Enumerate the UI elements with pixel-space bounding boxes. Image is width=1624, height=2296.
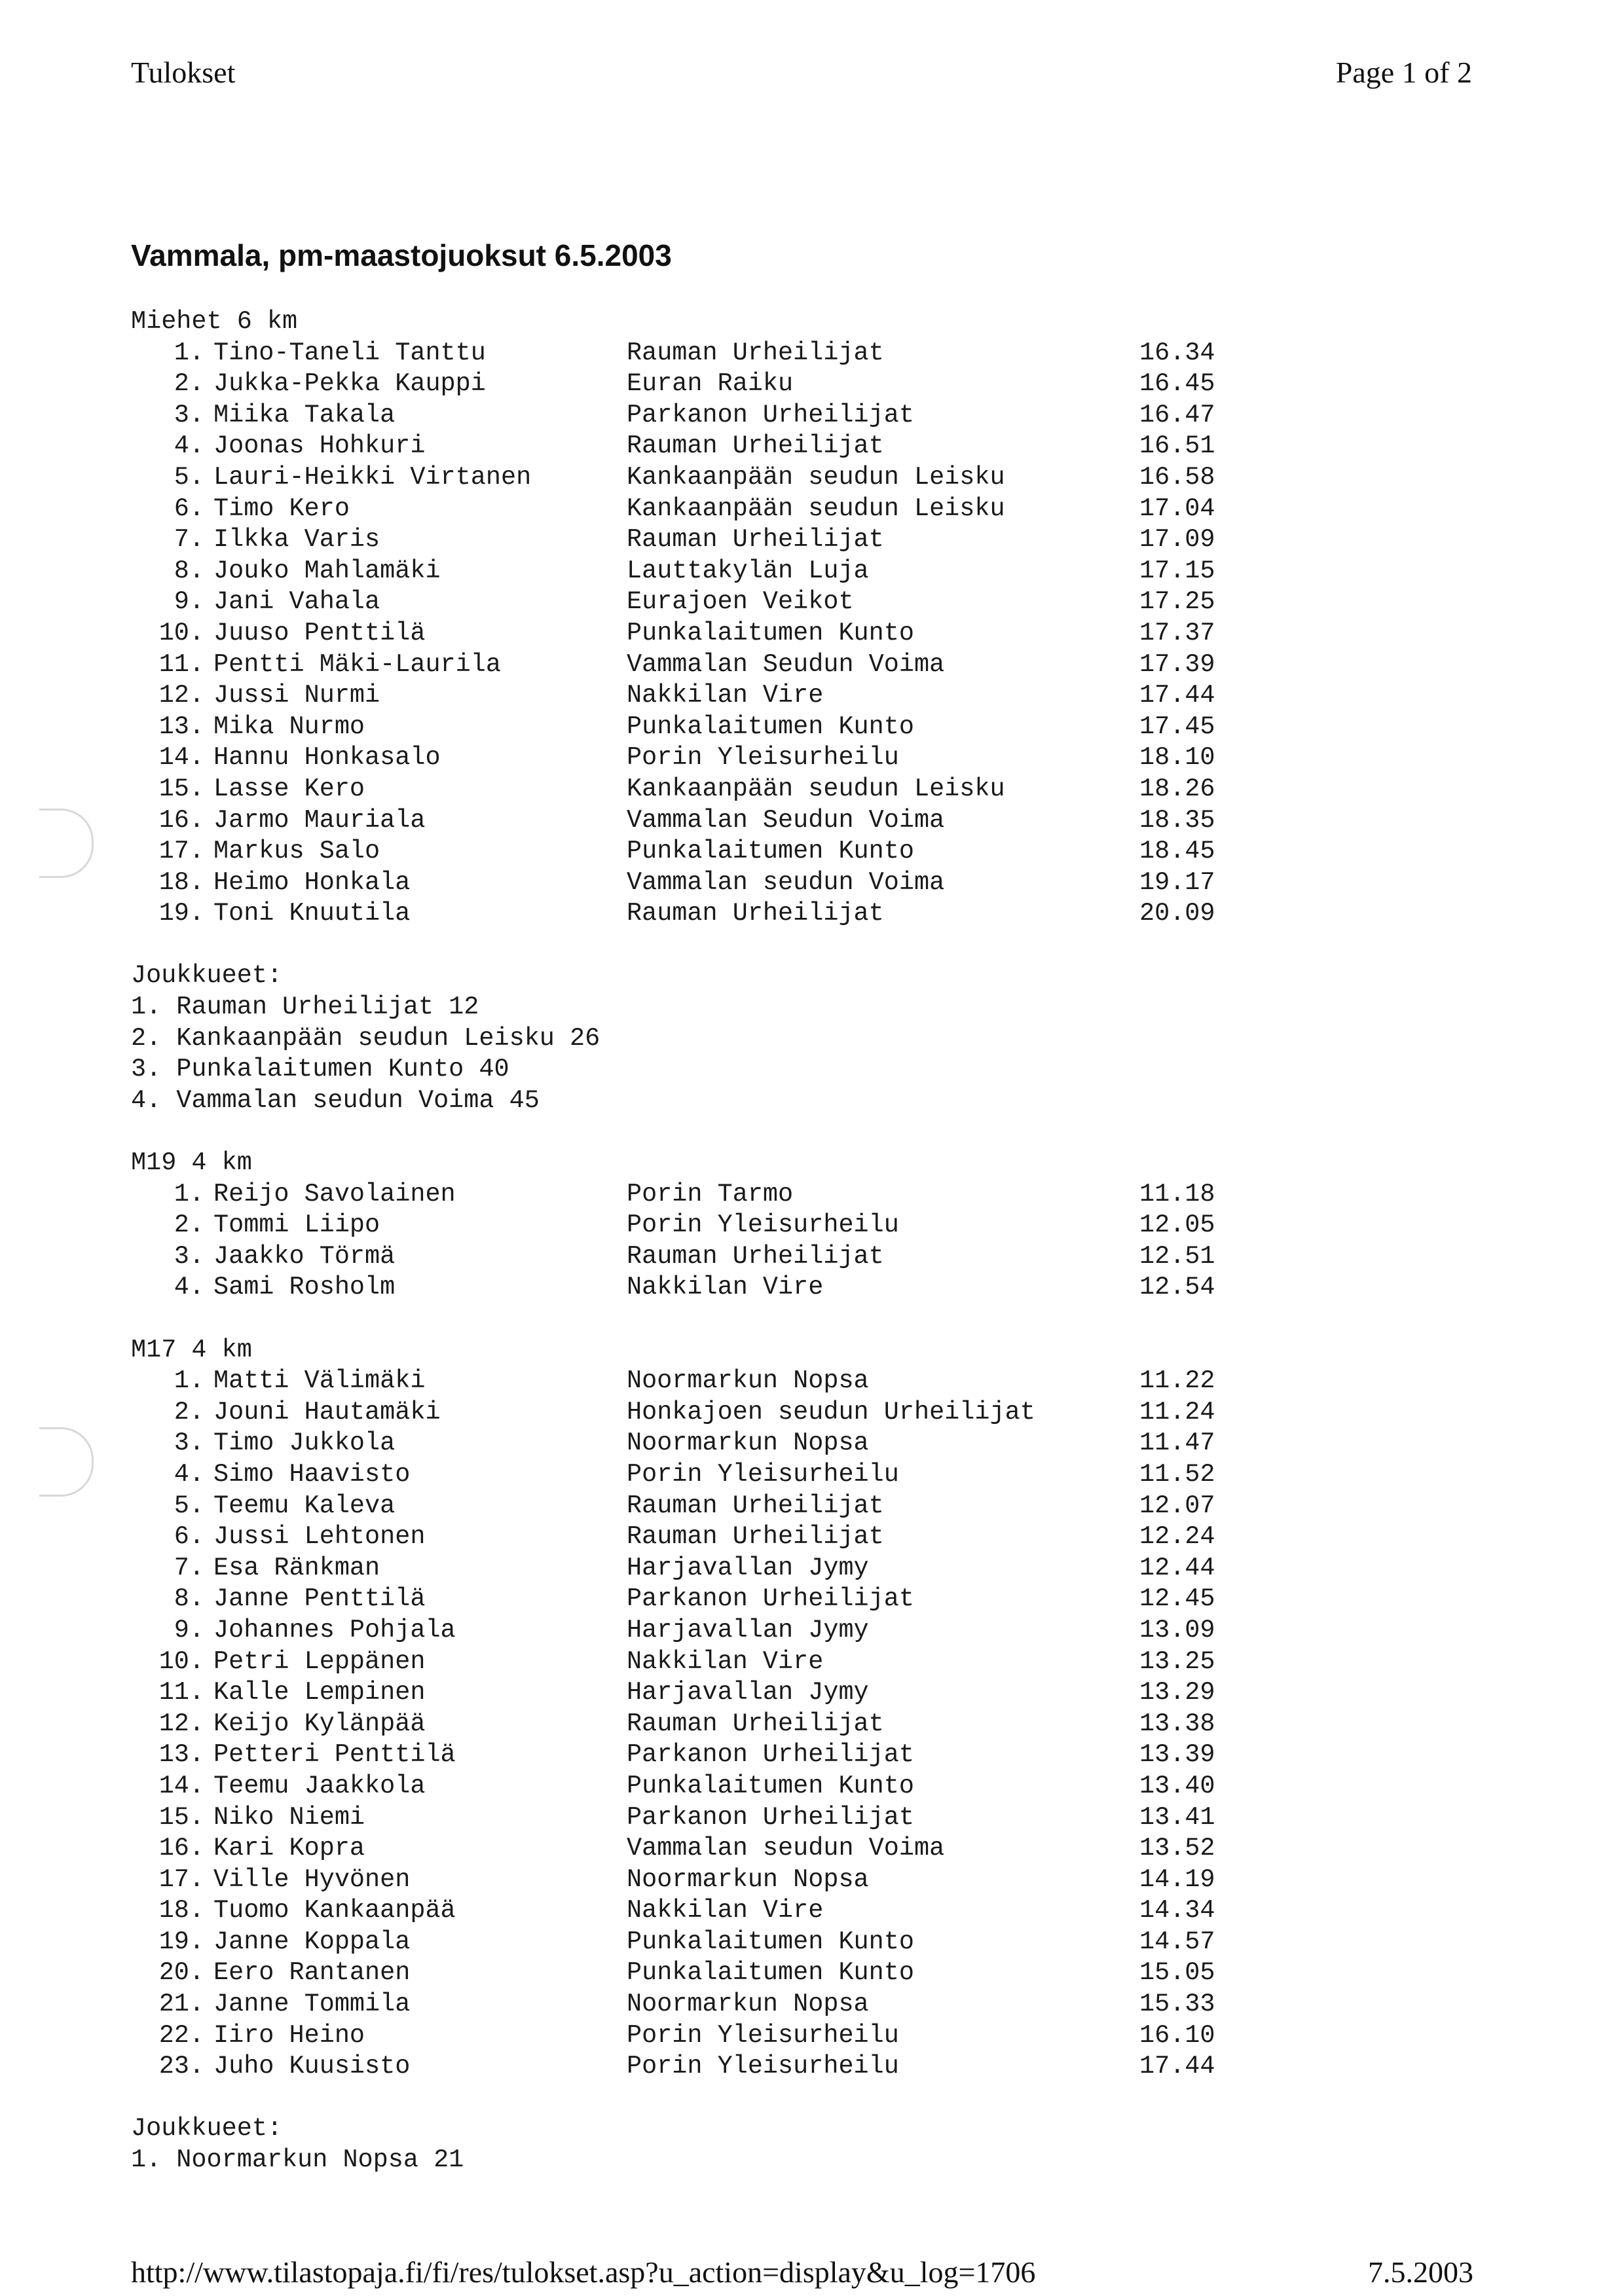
result-row (131, 1553, 1244, 1584)
placing: 14. (158, 1771, 204, 1800)
club-name: Punkalaitumen Kunto (627, 712, 914, 741)
finish-time: 18.10 (1139, 743, 1215, 773)
finish-time: 11.18 (1139, 1179, 1215, 1209)
athlete-name: Janne Koppala (213, 1927, 411, 1956)
club-name: Nakkilan Vire (627, 681, 824, 710)
club-name: Nakkilan Vire (627, 1896, 824, 1925)
athlete-name: Lasse Kero (213, 774, 365, 803)
finish-time: 13.39 (1139, 1740, 1215, 1770)
finish-time: 16.51 (1139, 431, 1215, 461)
club-name: Nakkilan Vire (627, 1647, 824, 1676)
athlete-name: Tommi Liipo (213, 1211, 380, 1240)
teams-heading: Joukkueet: (131, 961, 283, 991)
finish-time: 13.52 (1139, 1834, 1215, 1863)
team-result: 1. Noormarkun Nopsa 21 (131, 2145, 464, 2175)
section-spacer (131, 2083, 1244, 2114)
club-name: Rauman Urheilijat (627, 431, 884, 461)
result-row (131, 742, 1244, 774)
result-row (131, 774, 1244, 805)
placing: 8. (174, 1584, 204, 1614)
result-row (131, 649, 1244, 681)
placing: 6. (174, 1522, 204, 1552)
athlete-name: Teemu Jaakkola (213, 1771, 426, 1800)
placing: 11. (158, 649, 204, 679)
club-name: Noormarkun Nopsa (627, 1429, 869, 1458)
club-name: Punkalaitumen Kunto (627, 837, 914, 866)
finish-time: 16.45 (1139, 369, 1215, 399)
result-row (131, 369, 1244, 400)
finish-time: 12.24 (1139, 1522, 1215, 1552)
athlete-name: Kari Kopra (213, 1834, 365, 1863)
team-result: 1. Rauman Urheilijat 12 (131, 993, 479, 1022)
club-name: Vammalan seudun Voima (627, 867, 945, 897)
athlete-name: Ilkka Varis (213, 525, 380, 555)
athlete-name: Niko Niemi (213, 1802, 365, 1832)
athlete-name: Tino-Taneli Tanttu (213, 338, 486, 367)
club-name: Kankaanpään seudun Leisku (627, 462, 1005, 492)
athlete-name: Jussi Lehtonen (213, 1522, 426, 1552)
club-name: Harjavallan Jymy (627, 1678, 869, 1707)
finish-time: 12.07 (1139, 1491, 1215, 1520)
result-row (131, 338, 1244, 369)
result-row (131, 1771, 1244, 1802)
finish-time: 11.47 (1139, 1429, 1215, 1458)
athlete-name: Juho Kuusisto (213, 2052, 411, 2081)
section-spacer (131, 930, 1244, 961)
club-name: Parkanon Urheilijat (627, 1740, 914, 1770)
athlete-name: Heimo Honkala (213, 867, 411, 897)
placing: 3. (174, 1241, 204, 1271)
athlete-name: Sami Rosholm (213, 1273, 396, 1302)
athlete-name: Janne Penttilä (213, 1584, 426, 1614)
punch-hole-mark (39, 809, 94, 878)
result-row (131, 1895, 1244, 1927)
athlete-name: Iiro Heino (213, 2020, 365, 2050)
finish-time: 11.22 (1139, 1366, 1215, 1396)
athlete-name: Tuomo Kankaanpää (213, 1896, 456, 1925)
athlete-name: Simo Haavisto (213, 1459, 411, 1489)
finish-time: 18.35 (1139, 805, 1215, 835)
finish-time: 12.54 (1139, 1273, 1215, 1302)
athlete-name: Matti Välimäki (213, 1366, 426, 1396)
placing: 4. (174, 431, 204, 461)
club-name: Punkalaitumen Kunto (627, 618, 914, 647)
club-name: Noormarkun Nopsa (627, 1366, 869, 1396)
finish-time: 15.33 (1139, 1990, 1215, 2019)
placing: 1. (174, 338, 204, 367)
athlete-name: Janne Tommila (213, 1990, 411, 2019)
club-name: Honkajoen seudun Urheilijat (627, 1397, 1035, 1427)
result-row (131, 1677, 1244, 1709)
result-row (131, 1833, 1244, 1865)
result-row (131, 1927, 1244, 1958)
section-spacer (131, 1116, 1244, 1148)
placing: 10. (158, 618, 204, 647)
athlete-name: Jouko Mahlamäki (213, 556, 441, 585)
placing: 4. (174, 1273, 204, 1302)
club-name: Punkalaitumen Kunto (627, 1771, 914, 1800)
placing: 3. (174, 400, 204, 429)
result-row (131, 898, 1244, 930)
result-row (131, 1709, 1244, 1740)
club-name: Punkalaitumen Kunto (627, 1958, 914, 1988)
result-row (131, 1584, 1244, 1615)
finish-time: 12.51 (1139, 1241, 1215, 1271)
club-name: Punkalaitumen Kunto (627, 1927, 914, 1956)
athlete-name: Pentti Mäki-Laurila (213, 649, 501, 679)
club-name: Rauman Urheilijat (627, 338, 884, 367)
finish-time: 13.40 (1139, 1771, 1215, 1800)
document-title: Vammala, pm-maastojuoksut 6.5.2003 (131, 238, 672, 272)
placing: 14. (158, 743, 204, 773)
finish-time: 17.37 (1139, 618, 1215, 647)
placing: 4. (174, 1459, 204, 1489)
placing: 1. (174, 1179, 204, 1209)
section-heading: M17 4 km (131, 1335, 252, 1364)
finish-time: 11.52 (1139, 1459, 1215, 1489)
athlete-name: Toni Knuutila (213, 899, 411, 928)
teams-heading: Joukkueet: (131, 2114, 283, 2143)
placing: 15. (158, 1802, 204, 1832)
result-row (131, 1802, 1244, 1834)
finish-time: 18.45 (1139, 837, 1215, 866)
finish-time: 17.09 (1139, 525, 1215, 555)
result-row (131, 1210, 1244, 1241)
result-row (131, 867, 1244, 899)
finish-time: 17.25 (1139, 587, 1215, 617)
club-name: Vammalan seudun Voima (627, 1834, 945, 1863)
placing: 9. (174, 1615, 204, 1645)
placing: 1. (174, 1366, 204, 1396)
athlete-name: Keijo Kylänpää (213, 1709, 426, 1738)
placing: 16. (158, 1834, 204, 1863)
athlete-name: Mika Nurmo (213, 712, 365, 741)
placing: 23. (158, 2052, 204, 2081)
athlete-name: Juuso Penttilä (213, 618, 426, 647)
placing: 11. (158, 1678, 204, 1707)
result-row (131, 587, 1244, 618)
result-row (131, 1397, 1244, 1429)
club-name: Rauman Urheilijat (627, 1491, 884, 1520)
team-result: 2. Kankaanpään seudun Leisku 26 (131, 1023, 600, 1053)
placing: 6. (174, 494, 204, 523)
finish-time: 20.09 (1139, 899, 1215, 928)
finish-time: 17.39 (1139, 649, 1215, 679)
athlete-name: Eero Rantanen (213, 1958, 411, 1988)
result-row (131, 1958, 1244, 1989)
placing: 13. (158, 712, 204, 741)
result-row (131, 2051, 1244, 2083)
result-row (131, 1740, 1244, 1771)
finish-time: 17.45 (1139, 712, 1215, 741)
club-name: Harjavallan Jymy (627, 1553, 869, 1582)
finish-time: 16.47 (1139, 400, 1215, 429)
placing: 15. (158, 774, 204, 803)
results-list (131, 306, 1244, 2176)
club-name: Porin Yleisurheilu (627, 743, 899, 773)
result-row (131, 680, 1244, 712)
finish-time: 17.04 (1139, 494, 1215, 523)
page-number: Page 1 of 2 (1335, 56, 1472, 89)
athlete-name: Petri Leppänen (213, 1647, 426, 1676)
finish-time: 13.09 (1139, 1615, 1215, 1645)
result-row (131, 1428, 1244, 1459)
finish-time: 19.17 (1139, 867, 1215, 897)
result-row (131, 1459, 1244, 1491)
athlete-name: Timo Kero (213, 494, 350, 523)
result-row (131, 1615, 1244, 1647)
club-name: Porin Tarmo (627, 1179, 794, 1209)
club-name: Parkanon Urheilijat (627, 400, 914, 429)
finish-time: 14.34 (1139, 1896, 1215, 1925)
result-row (131, 1179, 1244, 1211)
result-row (131, 2020, 1244, 2052)
athlete-name: Jussi Nurmi (213, 681, 380, 710)
placing: 17. (158, 837, 204, 866)
club-name: Rauman Urheilijat (627, 1522, 884, 1552)
section-spacer (131, 1303, 1244, 1335)
result-row (131, 400, 1244, 431)
finish-time: 12.05 (1139, 1211, 1215, 1240)
result-row (131, 1865, 1244, 1896)
athlete-name: Markus Salo (213, 837, 380, 866)
athlete-name: Reijo Savolainen (213, 1179, 456, 1209)
placing: 7. (174, 1553, 204, 1582)
result-row (131, 524, 1244, 556)
result-row (131, 712, 1244, 743)
placing: 10. (158, 1647, 204, 1676)
club-name: Parkanon Urheilijat (627, 1584, 914, 1614)
placing: 2. (174, 369, 204, 399)
club-name: Rauman Urheilijat (627, 1709, 884, 1738)
club-name: Vammalan Seudun Voima (627, 805, 945, 835)
placing: 19. (158, 1927, 204, 1956)
result-row (131, 494, 1244, 525)
print-date: 7.5.2003 (1368, 2255, 1473, 2289)
page-header-title: Tulokset (131, 56, 236, 89)
result-row (131, 1491, 1244, 1522)
finish-time: 14.19 (1139, 1865, 1215, 1894)
athlete-name: Johannes Pohjala (213, 1615, 456, 1645)
athlete-name: Jukka-Pekka Kauppi (213, 369, 486, 399)
finish-time: 16.34 (1139, 338, 1215, 367)
placing: 17. (158, 1865, 204, 1894)
placing: 12. (158, 1709, 204, 1738)
placing: 8. (174, 556, 204, 585)
team-result: 3. Punkalaitumen Kunto 40 (131, 1055, 509, 1084)
club-name: Nakkilan Vire (627, 1273, 824, 1302)
result-row (131, 1241, 1244, 1273)
section-heading: Miehet 6 km (131, 307, 298, 336)
athlete-name: Timo Jukkola (213, 1429, 396, 1458)
placing: 16. (158, 805, 204, 835)
athlete-name: Esa Ränkman (213, 1553, 380, 1582)
placing: 5. (174, 462, 204, 492)
placing: 22. (158, 2020, 204, 2050)
placing: 3. (174, 1429, 204, 1458)
club-name: Noormarkun Nopsa (627, 1865, 869, 1894)
result-row (131, 1647, 1244, 1678)
placing: 18. (158, 1896, 204, 1925)
placing: 21. (158, 1990, 204, 2019)
punch-hole-mark (39, 1427, 94, 1497)
finish-time: 15.05 (1139, 1958, 1215, 1988)
finish-time: 17.15 (1139, 556, 1215, 585)
athlete-name: Jouni Hautamäki (213, 1397, 441, 1427)
athlete-name: Kalle Lempinen (213, 1678, 426, 1707)
placing: 5. (174, 1491, 204, 1520)
athlete-name: Joonas Hohkuri (213, 431, 426, 461)
finish-time: 13.41 (1139, 1802, 1215, 1832)
finish-time: 17.44 (1139, 2052, 1215, 2081)
result-row (131, 556, 1244, 587)
finish-time: 18.26 (1139, 774, 1215, 803)
placing: 19. (158, 899, 204, 928)
placing: 2. (174, 1397, 204, 1427)
placing: 9. (174, 587, 204, 617)
club-name: Porin Yleisurheilu (627, 2052, 899, 2081)
team-result: 4. Vammalan seudun Voima 45 (131, 1085, 540, 1115)
placing: 20. (158, 1958, 204, 1988)
result-row (131, 805, 1244, 837)
result-row (131, 836, 1244, 867)
club-name: Noormarkun Nopsa (627, 1990, 869, 2019)
club-name: Kankaanpään seudun Leisku (627, 774, 1005, 803)
club-name: Rauman Urheilijat (627, 525, 884, 555)
placing: 12. (158, 681, 204, 710)
result-row (131, 462, 1244, 494)
club-name: Euran Raiku (627, 369, 794, 399)
result-row (131, 1522, 1244, 1553)
club-name: Lauttakylän Luja (627, 556, 869, 585)
club-name: Harjavallan Jymy (627, 1615, 869, 1645)
club-name: Rauman Urheilijat (627, 1241, 884, 1271)
placing: 13. (158, 1740, 204, 1770)
athlete-name: Jaakko Törmä (213, 1241, 396, 1271)
finish-time: 13.38 (1139, 1709, 1215, 1738)
result-row (131, 431, 1244, 462)
club-name: Porin Yleisurheilu (627, 1459, 899, 1489)
athlete-name: Teemu Kaleva (213, 1491, 396, 1520)
club-name: Kankaanpään seudun Leisku (627, 494, 1005, 523)
finish-time: 11.24 (1139, 1397, 1215, 1427)
finish-time: 13.25 (1139, 1647, 1215, 1676)
result-row (131, 618, 1244, 649)
club-name: Parkanon Urheilijat (627, 1802, 914, 1832)
finish-time: 13.29 (1139, 1678, 1215, 1707)
result-row (131, 1272, 1244, 1303)
club-name: Rauman Urheilijat (627, 899, 884, 928)
placing: 7. (174, 525, 204, 555)
result-row (131, 1366, 1244, 1397)
section-heading: M19 4 km (131, 1148, 252, 1178)
finish-time: 17.44 (1139, 681, 1215, 710)
club-name: Porin Yleisurheilu (627, 1211, 899, 1240)
placing: 2. (174, 1211, 204, 1240)
placing: 18. (158, 867, 204, 897)
source-url: http://www.tilastopaja.fi/fi/res/tulokset.asp?u_action=display&u_log=1706 (131, 2255, 1036, 2289)
club-name: Vammalan Seudun Voima (627, 649, 945, 679)
club-name: Eurajoen Veikot (627, 587, 854, 617)
athlete-name: Petteri Penttilä (213, 1740, 456, 1770)
club-name: Porin Yleisurheilu (627, 2020, 899, 2050)
athlete-name: Hannu Honkasalo (213, 743, 441, 773)
athlete-name: Miika Takala (213, 400, 396, 429)
finish-time: 12.45 (1139, 1584, 1215, 1614)
finish-time: 16.58 (1139, 462, 1215, 492)
athlete-name: Lauri-Heikki Virtanen (213, 462, 532, 492)
finish-time: 12.44 (1139, 1553, 1215, 1582)
athlete-name: Jani Vahala (213, 587, 380, 617)
finish-time: 14.57 (1139, 1927, 1215, 1956)
finish-time: 16.10 (1139, 2020, 1215, 2050)
athlete-name: Ville Hyvönen (213, 1865, 411, 1894)
result-row (131, 1989, 1244, 2020)
athlete-name: Jarmo Mauriala (213, 805, 426, 835)
